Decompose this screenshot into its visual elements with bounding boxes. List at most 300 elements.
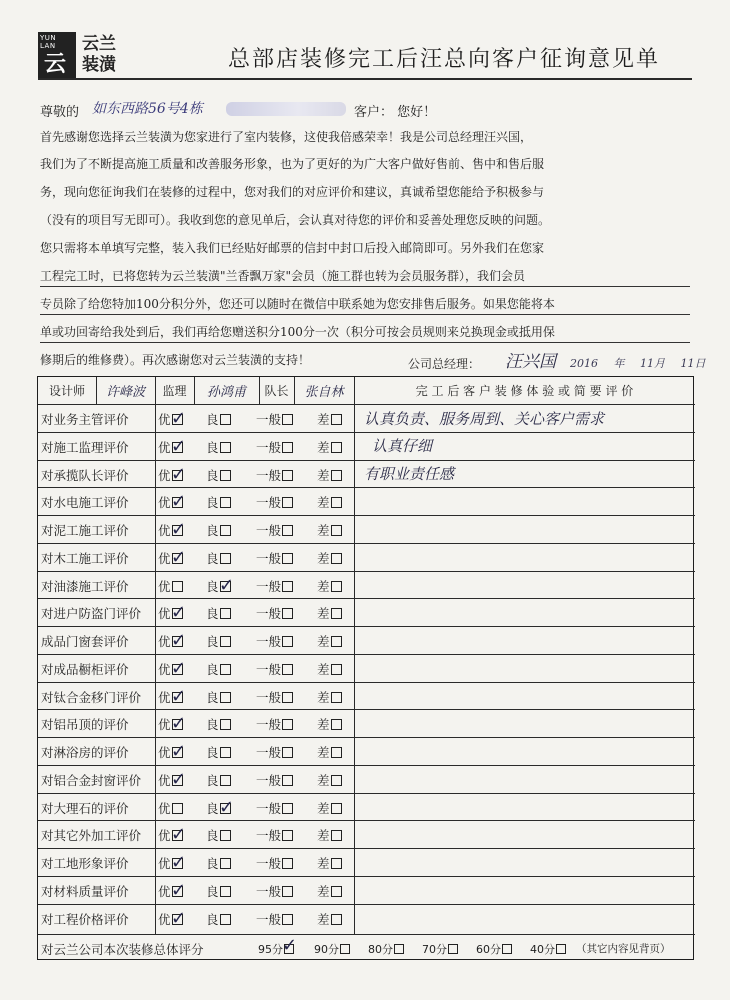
checkbox[interactable] xyxy=(331,664,342,675)
score-option-label: 60分 xyxy=(476,943,501,956)
row-label: 对铝吊顶的评价 xyxy=(41,717,129,733)
checkmark-icon: ✓ xyxy=(171,824,187,846)
rating-option-label: 优 xyxy=(158,689,171,705)
checkbox[interactable] xyxy=(282,775,293,786)
rating-option[interactable] xyxy=(256,882,293,900)
logo-company-name: 云兰 装潢 xyxy=(82,34,116,75)
checkbox[interactable] xyxy=(220,636,231,647)
rating-option-label: 差 xyxy=(317,495,330,511)
rating-option[interactable] xyxy=(256,549,293,567)
rating-option[interactable] xyxy=(206,466,231,484)
rating-option[interactable] xyxy=(256,604,293,622)
rating-option[interactable] xyxy=(256,743,293,761)
rating-option[interactable] xyxy=(317,577,342,595)
rating-option[interactable] xyxy=(206,743,231,761)
rating-option-label: 优 xyxy=(158,828,171,844)
row-label: 对材料质量评价 xyxy=(41,883,129,899)
score-option[interactable] xyxy=(422,941,458,957)
rating-option-label: 良 xyxy=(206,606,219,622)
signature-label: 公司总经理： xyxy=(408,357,481,371)
rating-option-label: 良 xyxy=(206,578,219,594)
checkbox[interactable] xyxy=(331,525,342,536)
rating-option-label: 一般 xyxy=(256,661,282,677)
rating-option[interactable] xyxy=(158,741,187,762)
header-divider xyxy=(38,78,692,80)
checkbox[interactable] xyxy=(331,747,342,758)
checkbox[interactable] xyxy=(220,747,231,758)
foreman-label: 队长 xyxy=(264,384,289,398)
table-row xyxy=(38,820,354,847)
overall-score-label: 对云兰公司本次装修总体评分 xyxy=(41,942,204,957)
letter-line-7: 专员除了给您特加100分积分外，您还可以随时在微信中联系她为您安排售后服务。如果您能将本 xyxy=(40,297,555,311)
rating-option[interactable] xyxy=(256,438,293,456)
rating-option[interactable] xyxy=(317,466,342,484)
rating-option[interactable] xyxy=(206,910,231,928)
checkbox[interactable] xyxy=(331,470,342,481)
rating-option-label: 良 xyxy=(206,883,219,899)
rating-option[interactable] xyxy=(317,799,342,817)
checkbox[interactable] xyxy=(331,858,342,869)
row-label: 成品门窗套评价 xyxy=(41,634,129,649)
rating-option[interactable] xyxy=(158,685,187,707)
rating-option[interactable] xyxy=(158,657,187,679)
rating-option[interactable] xyxy=(256,466,293,484)
rating-option-label: 差 xyxy=(317,828,330,844)
checkbox[interactable] xyxy=(282,747,293,758)
checkmark-icon: ✓ xyxy=(171,685,187,707)
rating-option[interactable] xyxy=(158,630,187,651)
letter-line-2: 我们为了不断提高施工质量和改善服务形象，也为了更好的为广大客户做好售前、售中和售后服 xyxy=(40,157,545,171)
table-row xyxy=(38,487,354,514)
row-label: 对其它外加工评价 xyxy=(41,828,142,844)
table-row xyxy=(38,737,354,764)
table-row xyxy=(38,515,354,542)
score-option-label: 70分 xyxy=(422,943,447,956)
rating-option-label: 良 xyxy=(206,745,219,760)
logo-small-text: YUN LAN xyxy=(40,34,57,50)
rating-option[interactable] xyxy=(158,491,187,513)
table-row xyxy=(38,793,354,820)
rating-option-label: 差 xyxy=(317,523,330,538)
table-row xyxy=(38,626,354,653)
rating-option[interactable] xyxy=(256,910,293,928)
checkbox[interactable] xyxy=(331,719,342,730)
checkbox[interactable] xyxy=(282,692,293,703)
letter-line-9: 修期后的维修费）。再次感谢您对云兰装潢的支持！ xyxy=(40,353,311,367)
signature-handwritten: 汪兴国 xyxy=(505,352,556,372)
rating-option[interactable] xyxy=(256,521,293,539)
checkbox[interactable] xyxy=(282,803,293,814)
rating-option-label: 良 xyxy=(206,689,219,705)
checkmark-icon: ✓ xyxy=(171,546,187,568)
overall-score-row xyxy=(38,934,695,961)
rating-option-label: 差 xyxy=(317,412,330,427)
rating-option[interactable] xyxy=(317,688,342,706)
rating-option-label: 一般 xyxy=(256,523,282,538)
checkbox[interactable] xyxy=(220,442,231,453)
rating-option-label: 一般 xyxy=(256,856,282,871)
rating-option[interactable] xyxy=(158,463,187,485)
rating-option-label: 优 xyxy=(158,412,171,427)
row-label: 对工程价格评价 xyxy=(41,911,129,927)
rating-option[interactable] xyxy=(206,882,231,900)
row-label: 对铝合金封窗评价 xyxy=(41,772,142,788)
designer-name-handwritten: 许峰波 xyxy=(105,385,145,400)
rating-option[interactable] xyxy=(206,854,231,872)
rating-option[interactable] xyxy=(317,882,342,900)
rating-option-label: 一般 xyxy=(256,634,282,649)
rating-option[interactable] xyxy=(206,826,231,844)
checkbox[interactable] xyxy=(220,497,231,508)
row-label: 对大理石的评价 xyxy=(41,800,129,816)
checkmark-icon: ✓ xyxy=(219,796,235,818)
checkbox[interactable] xyxy=(282,664,293,675)
table-row xyxy=(38,904,354,931)
rating-option[interactable] xyxy=(206,521,231,539)
rating-option-label: 优 xyxy=(158,495,171,511)
row-label: 对水电施工评价 xyxy=(41,495,129,511)
table-row xyxy=(38,598,354,625)
checkbox[interactable] xyxy=(282,608,293,619)
rating-option[interactable] xyxy=(206,410,231,428)
rating-option[interactable] xyxy=(256,854,293,872)
checkmark-icon: ✓ xyxy=(171,657,187,679)
checkbox[interactable] xyxy=(331,553,342,564)
rating-option-label: 差 xyxy=(317,856,330,871)
rating-option[interactable] xyxy=(206,688,231,706)
rating-option-label: 一般 xyxy=(256,828,282,844)
logo-mark: 云 xyxy=(44,52,67,77)
rating-option-label: 良 xyxy=(206,634,219,649)
row-label: 对施工监理评价 xyxy=(41,439,129,455)
checkbox[interactable] xyxy=(220,830,231,841)
rating-option-label: 良 xyxy=(206,772,219,788)
checkbox[interactable] xyxy=(331,414,342,425)
checkmark-icon: ✓ xyxy=(219,574,235,596)
checkbox[interactable] xyxy=(340,944,350,954)
rating-option-label: 优 xyxy=(158,467,171,483)
rating-option[interactable] xyxy=(256,799,293,817)
score-option[interactable] xyxy=(476,941,512,957)
rating-option-label: 良 xyxy=(206,911,219,927)
rating-option[interactable] xyxy=(317,549,342,567)
salutation-prefix: 尊敬的 xyxy=(40,105,80,120)
score-option-label: 95分 xyxy=(258,943,283,956)
rating-option[interactable] xyxy=(317,854,342,872)
checkbox[interactable] xyxy=(282,442,293,453)
rating-option[interactable] xyxy=(317,632,342,650)
checkmark-icon: ✓ xyxy=(171,907,187,929)
row-label: 对承揽队长评价 xyxy=(41,467,129,483)
checkmark-icon: ✓ xyxy=(171,435,187,457)
checkbox[interactable] xyxy=(282,553,293,564)
checkbox[interactable] xyxy=(172,803,183,814)
checkbox[interactable] xyxy=(331,581,342,592)
underline xyxy=(40,342,690,343)
table-row xyxy=(38,654,354,681)
rating-option-label: 差 xyxy=(317,689,330,705)
rating-option[interactable] xyxy=(206,493,231,511)
checkbox[interactable] xyxy=(331,692,342,703)
checkbox[interactable] xyxy=(220,692,231,703)
checkbox[interactable] xyxy=(220,858,231,869)
comment-line-2: 认真仔细 xyxy=(372,437,433,455)
rating-option-label: 一般 xyxy=(256,467,282,483)
checkmark-icon: ✓ xyxy=(171,713,187,735)
score-option-label: 40分 xyxy=(530,943,555,956)
rating-option-label: 优 xyxy=(158,772,171,788)
rating-option[interactable] xyxy=(256,715,293,733)
rating-option[interactable] xyxy=(317,493,342,511)
rating-option[interactable] xyxy=(206,438,231,456)
score-option[interactable] xyxy=(314,941,350,957)
checkbox[interactable] xyxy=(220,664,231,675)
rating-option-label: 优 xyxy=(158,523,171,538)
rating-option[interactable] xyxy=(206,574,235,596)
rating-option-label: 优 xyxy=(158,661,171,677)
rating-option-label: 优 xyxy=(158,883,171,899)
checkbox[interactable] xyxy=(220,414,231,425)
checkmark-icon: ✓ xyxy=(171,630,187,651)
checkbox[interactable] xyxy=(331,886,342,897)
rating-option[interactable] xyxy=(256,826,293,844)
checkmark-icon: ✓ xyxy=(171,879,187,901)
rating-option[interactable] xyxy=(206,604,231,622)
row-label: 对成品橱柜评价 xyxy=(41,661,129,677)
checkbox[interactable] xyxy=(331,830,342,841)
checkbox[interactable] xyxy=(394,944,404,954)
rating-option[interactable] xyxy=(317,771,342,789)
col-divider xyxy=(354,377,355,934)
rating-option[interactable] xyxy=(317,743,342,761)
supervisor-label: 监理 xyxy=(162,384,187,398)
rating-option[interactable] xyxy=(158,879,187,901)
letter-line-1: 首先感谢您选择云兰装潢为您家进行了室内装修，这使我倍感荣幸！我是公司总经理汪兴国， xyxy=(40,130,533,144)
rating-option-label: 良 xyxy=(206,523,219,538)
rating-option-label: 差 xyxy=(317,578,330,594)
checkmark-icon: ✓ xyxy=(171,491,187,513)
salutation-suffix: 客户： 您好！ xyxy=(354,105,437,120)
rating-option[interactable] xyxy=(256,688,293,706)
rating-option[interactable] xyxy=(158,408,187,429)
checkbox[interactable] xyxy=(282,581,293,592)
redacted-name xyxy=(226,102,346,116)
rating-option[interactable] xyxy=(158,577,183,595)
checkbox[interactable] xyxy=(220,775,231,786)
rating-option[interactable] xyxy=(206,632,231,650)
rating-option-label: 良 xyxy=(206,439,219,455)
checkbox[interactable] xyxy=(448,944,458,954)
rating-option-label: 优 xyxy=(158,745,171,760)
rating-option[interactable] xyxy=(158,824,187,846)
rating-option[interactable] xyxy=(317,910,342,928)
checkmark-icon: ✓ xyxy=(171,408,187,429)
evaluation-table xyxy=(37,376,694,960)
rating-option-label: 差 xyxy=(317,717,330,733)
score-option[interactable] xyxy=(368,941,404,957)
checkmark-icon: ✓ xyxy=(171,519,187,540)
table-row xyxy=(38,682,354,709)
rating-option[interactable] xyxy=(317,604,342,622)
rating-option[interactable] xyxy=(317,826,342,844)
checkbox[interactable] xyxy=(220,914,231,925)
checkbox[interactable] xyxy=(331,803,342,814)
rating-option[interactable] xyxy=(317,521,342,539)
table-row xyxy=(38,765,354,792)
supervisor-name-handwritten: 孙鸿甫 xyxy=(206,385,246,400)
document-title: 总部店装修完工后汪总向客户征询意见单 xyxy=(228,47,661,72)
checkbox[interactable] xyxy=(331,914,342,925)
rating-option[interactable] xyxy=(158,799,183,817)
checkbox[interactable] xyxy=(220,886,231,897)
rating-option[interactable] xyxy=(158,519,187,540)
table-row xyxy=(38,460,354,487)
rating-option-label: 优 xyxy=(158,717,171,733)
checkbox[interactable] xyxy=(282,414,293,425)
rating-option[interactable] xyxy=(158,713,187,735)
rating-option-label: 良 xyxy=(206,661,219,677)
rating-option[interactable] xyxy=(206,549,231,567)
checkmark-icon: ✓ xyxy=(171,852,187,873)
rating-option[interactable] xyxy=(158,602,187,624)
rating-option-label: 一般 xyxy=(256,717,282,733)
comment-column-title: 完 工 后 客 户 装 修 体 验 或 简 要 评 价 xyxy=(415,384,634,398)
checkbox[interactable] xyxy=(282,886,293,897)
checkmark-icon: ✓ xyxy=(171,768,187,790)
checkbox[interactable] xyxy=(282,830,293,841)
checkmark-icon: ✓ xyxy=(171,463,187,485)
rating-option-label: 差 xyxy=(317,550,330,566)
rating-option-label: 一般 xyxy=(256,911,282,927)
checkbox[interactable] xyxy=(220,525,231,536)
checkbox[interactable] xyxy=(331,497,342,508)
rating-option[interactable] xyxy=(256,632,293,650)
checkbox[interactable] xyxy=(282,497,293,508)
designer-label: 设计师 xyxy=(48,384,85,398)
rating-option-label: 良 xyxy=(206,828,219,844)
checkbox[interactable] xyxy=(502,944,512,954)
rating-option[interactable] xyxy=(158,546,187,568)
rating-option[interactable] xyxy=(317,715,342,733)
company-logo xyxy=(38,32,150,82)
rating-option[interactable] xyxy=(256,771,293,789)
rating-option[interactable] xyxy=(317,410,342,428)
rating-option-label: 优 xyxy=(158,439,171,455)
rating-option-label: 差 xyxy=(317,772,330,788)
table-row xyxy=(38,543,354,570)
letter-line-8: 单或功回寄给我处到后，我们再给您赠送积分100分一次（积分可按会员规则来兑换现金或抵用保 xyxy=(40,325,555,339)
see-back-note: （其它内容见背页） xyxy=(576,943,671,955)
table-row xyxy=(38,848,354,875)
row-label: 对业务主管评价 xyxy=(41,412,129,427)
rating-option-label: 良 xyxy=(206,467,219,483)
rating-option[interactable] xyxy=(206,660,231,678)
rating-option-label: 一般 xyxy=(256,550,282,566)
rating-option[interactable] xyxy=(206,715,231,733)
checkbox[interactable] xyxy=(172,581,183,592)
row-label: 对进户防盗门评价 xyxy=(41,606,142,622)
table-row xyxy=(38,709,354,736)
rating-option-label: 一般 xyxy=(256,745,282,760)
rating-option[interactable] xyxy=(206,796,235,818)
rating-option[interactable] xyxy=(256,493,293,511)
letter-line-6: 工程完工时，已将您转为云兰装潢"兰香飘万家"会员（施工群也转为会员服务群），我们会员 xyxy=(40,269,526,283)
rating-option-label: 差 xyxy=(317,661,330,677)
checkbox[interactable] xyxy=(282,858,293,869)
checkbox[interactable] xyxy=(220,608,231,619)
checkbox[interactable] xyxy=(220,470,231,481)
table-row xyxy=(38,876,354,903)
rating-option-label: 优 xyxy=(158,578,171,594)
rating-option-label: 一般 xyxy=(256,606,282,622)
letter-line-4: （没有的项目写无即可）。我收到您的意见单后，会认真对待您的评价和妥善处理您反映的问题。 xyxy=(40,213,551,227)
checkbox[interactable] xyxy=(331,636,342,647)
row-label: 对钛合金移门评价 xyxy=(41,689,142,705)
rating-option[interactable] xyxy=(256,410,293,428)
rating-option[interactable] xyxy=(256,577,293,595)
checkbox[interactable] xyxy=(282,636,293,647)
rating-option-label: 差 xyxy=(317,745,330,760)
rating-option-label: 差 xyxy=(317,606,330,622)
row-label: 对工地形象评价 xyxy=(41,856,129,871)
underline xyxy=(40,286,690,287)
comment-line-1: 认真负责、服务周到、关心客户需求 xyxy=(364,410,605,428)
checkbox[interactable] xyxy=(331,775,342,786)
foreman-name-handwritten: 张自林 xyxy=(304,385,344,400)
checkbox[interactable] xyxy=(282,525,293,536)
rating-option[interactable] xyxy=(158,768,187,790)
rating-option[interactable] xyxy=(158,435,187,457)
score-option-label: 80分 xyxy=(368,943,393,956)
checkbox[interactable] xyxy=(282,470,293,481)
letter-line-5: 您只需将本单填写完整，装入我们已经贴好邮票的信封中封口后投入邮筒即可。另外我们在您家 xyxy=(40,241,545,255)
rating-option[interactable] xyxy=(317,438,342,456)
rating-option-label: 优 xyxy=(158,634,171,649)
checkbox[interactable] xyxy=(331,442,342,453)
rating-option[interactable] xyxy=(158,907,187,929)
rating-option-label: 一般 xyxy=(256,578,282,594)
rating-option-label: 良 xyxy=(206,495,219,511)
rating-option-label: 良 xyxy=(206,856,219,871)
comment-line-3: 有职业责任感 xyxy=(364,465,455,483)
rating-option-label: 差 xyxy=(317,467,330,483)
score-option[interactable] xyxy=(258,935,298,957)
letter-line-3: 务，现向您征询我们在装修的过程中，您对我们的对应评价和建议，真诚希望您能给予积极参与 xyxy=(40,185,545,199)
rating-option-label: 一般 xyxy=(256,495,282,511)
row-label: 对木工施工评价 xyxy=(41,550,129,566)
rating-option-label: 一般 xyxy=(256,883,282,899)
rating-option[interactable] xyxy=(317,660,342,678)
checkbox[interactable] xyxy=(556,944,566,954)
table-row xyxy=(38,432,354,459)
checkbox[interactable] xyxy=(220,553,231,564)
rating-option-label: 一般 xyxy=(256,772,282,788)
checkbox[interactable] xyxy=(282,719,293,730)
table-row xyxy=(38,404,354,431)
score-option[interactable] xyxy=(530,941,566,957)
rating-option[interactable] xyxy=(206,771,231,789)
rating-option-label: 差 xyxy=(317,883,330,899)
rating-option-label: 差 xyxy=(317,800,330,816)
checkbox[interactable] xyxy=(331,608,342,619)
rating-option-label: 良 xyxy=(206,800,219,816)
rating-option-label: 差 xyxy=(317,911,330,927)
checkbox[interactable] xyxy=(282,914,293,925)
rating-option[interactable] xyxy=(256,660,293,678)
checkbox[interactable] xyxy=(220,719,231,730)
checkmark-icon: ✓ xyxy=(171,602,187,624)
rating-option[interactable] xyxy=(158,852,187,873)
